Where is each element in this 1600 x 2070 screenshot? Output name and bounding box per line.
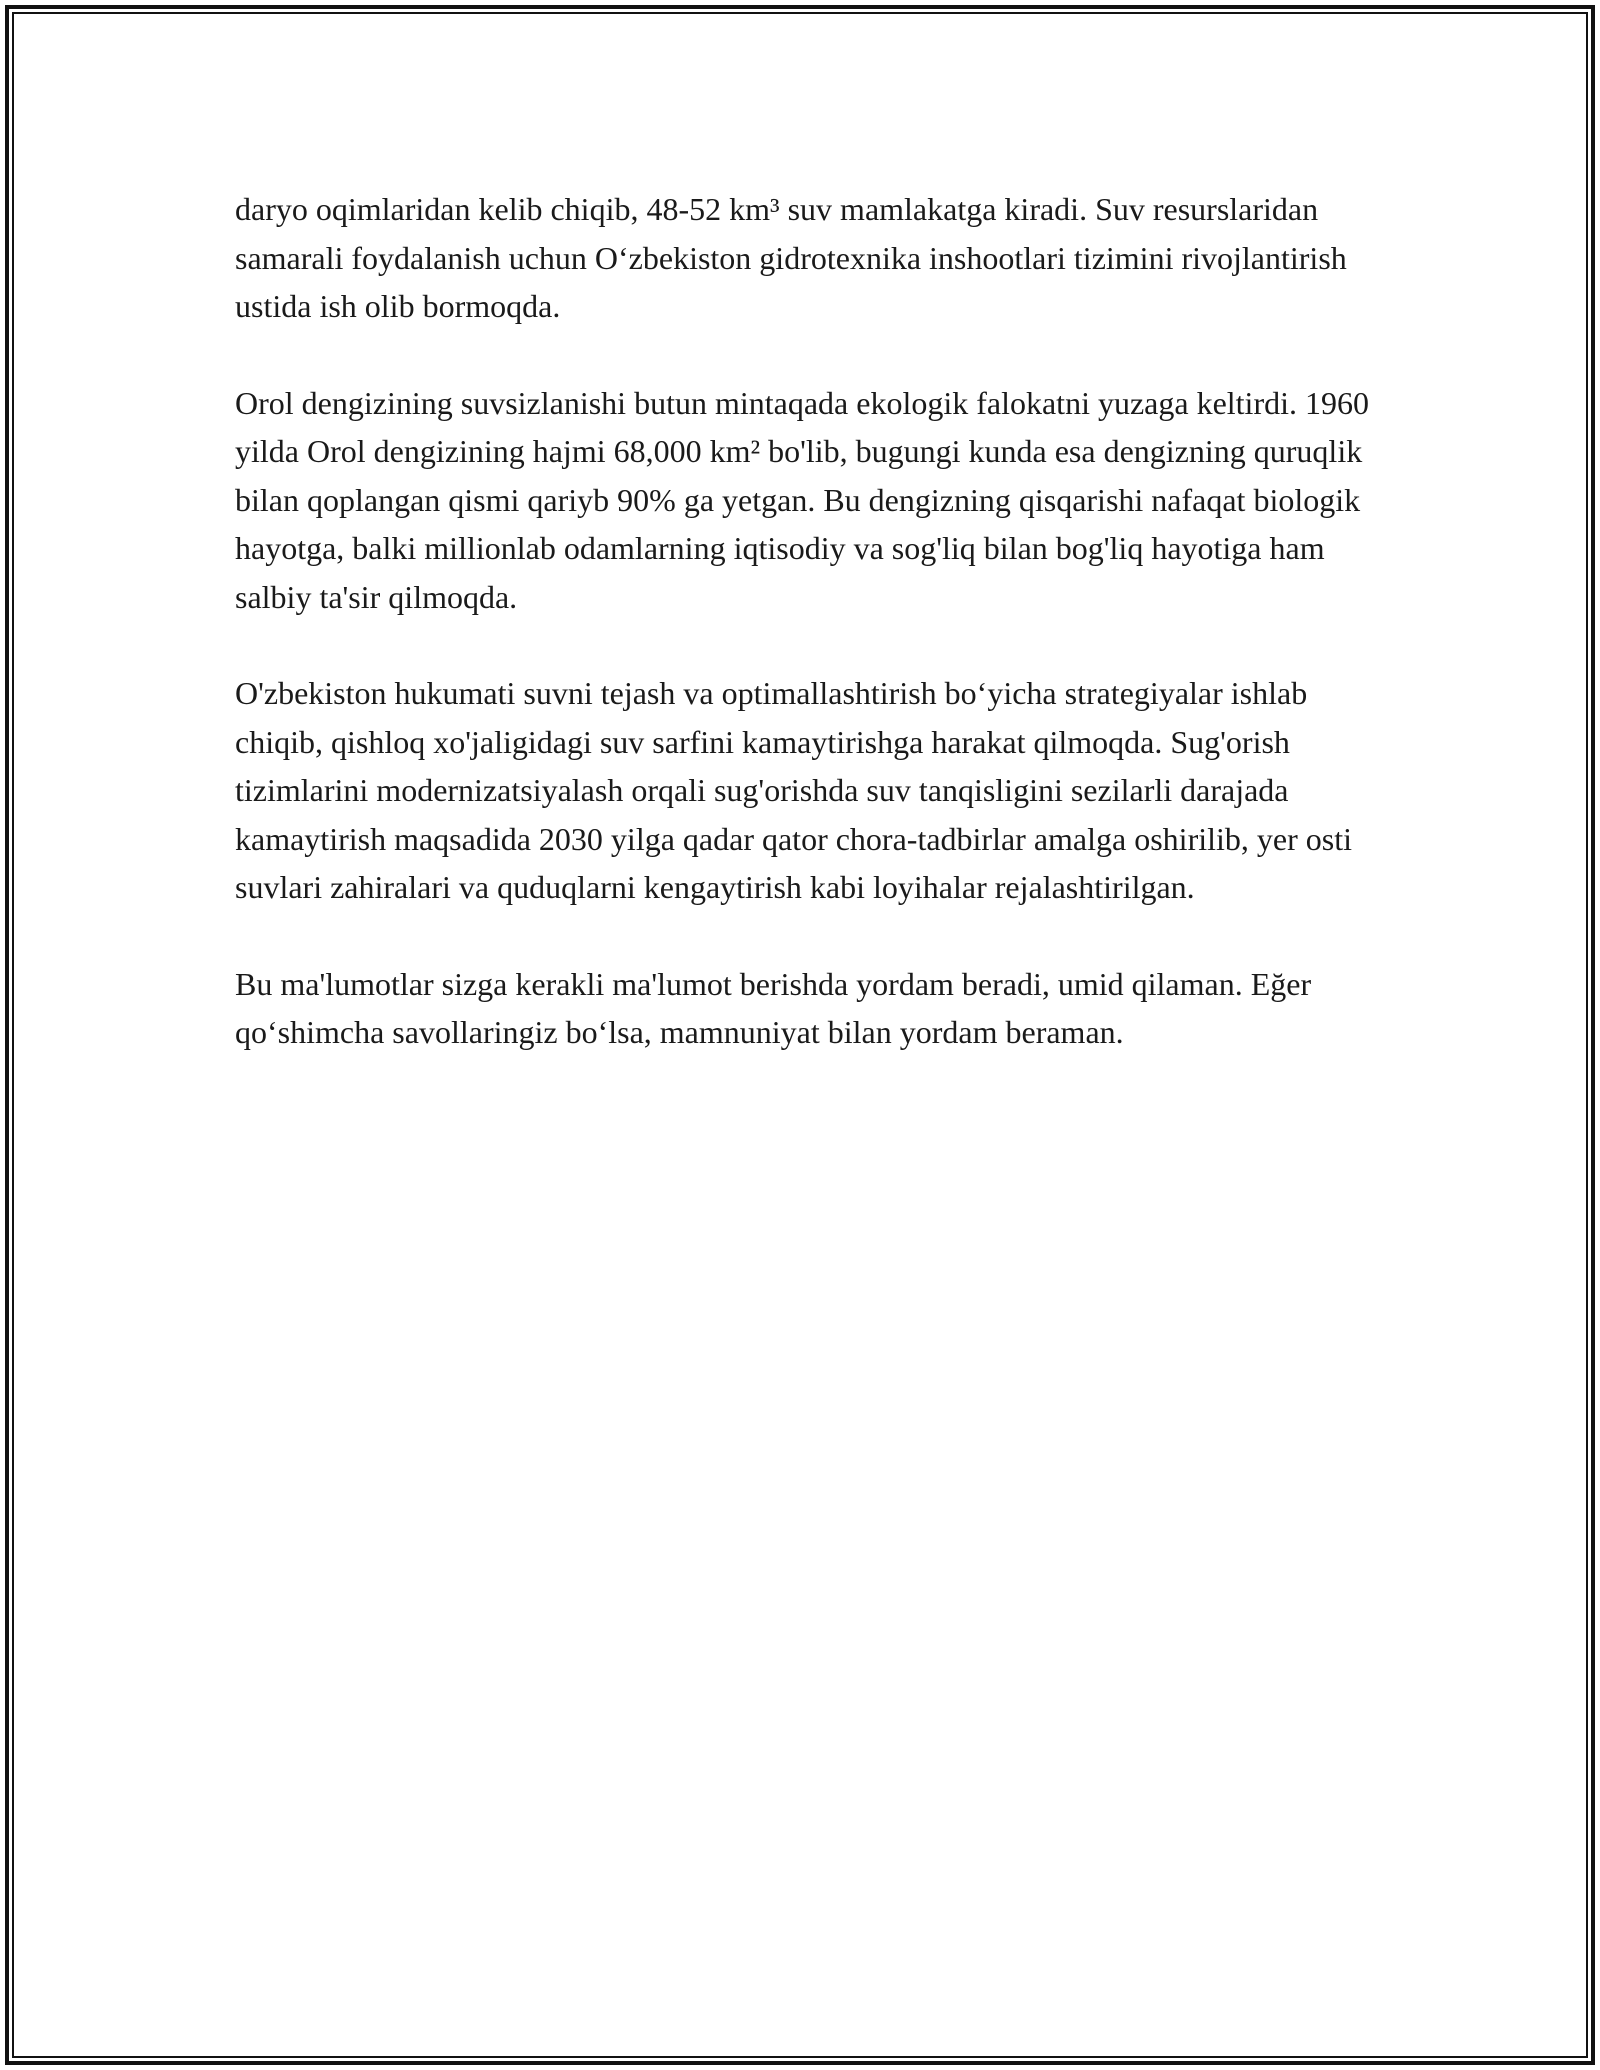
paragraph-water-inflow: daryo oqimlaridan kelib chiqib, 48-52 km³ suv mamlakatga kiradi. Suv resurslaridan samarali foydalanish uchun O‘zbekiston gidrotexnika inshootlari tizimini rivojlantirish ustida ish olib bormoqda. xyxy=(235,191,1347,324)
paragraph-aral-sea: Orol dengizining suvsizlanishi butun mintaqada ekologik falokatni yuzaga keltirdi. 1960 yilda Orol dengizining hajmi 68,000 km² bo'lib, bugungi kunda esa dengizning quruqlik bilan qoplangan qismi qariyb 90% ga yetgan. Bu dengizning qisqarishi nafaqat biologik hayotga, balki millionlab odamlarning iqtisodiy va sog'liq bilan bog'liq hayotiga ham salbiy ta'sir qilmoqda. xyxy=(235,384,1369,615)
paragraph-closing: Bu ma'lumotlar sizga kerakli ma'lumot berishda yordam beradi, umid qilaman. Eğer qo‘shimcha savollaringiz bo‘lsa, mamnuniyat bilan yordam beraman. xyxy=(235,965,1312,1050)
paragraph-government-strategy: O'zbekiston hukumati suvni tejash va optimallashtirish bo‘yicha strategiyalar ishlab chiqib, qishloq xo'jaligidagi suv sarfini kamaytirishga harakat qilmoqda. Sug'orish tizimlarini modernizatsiyalash orqali sug'orishda suv tanqisligini sezilarli darajada kamaytirish maqsadida 2030 yilga qadar qator chora-tadbirlar amalga oshirilib, yer osti suvlari zahiralari va quduqlarni kengaytirish kabi loyihalar rejalashtirilgan. xyxy=(235,675,1352,905)
document-body xyxy=(235,185,1385,1105)
